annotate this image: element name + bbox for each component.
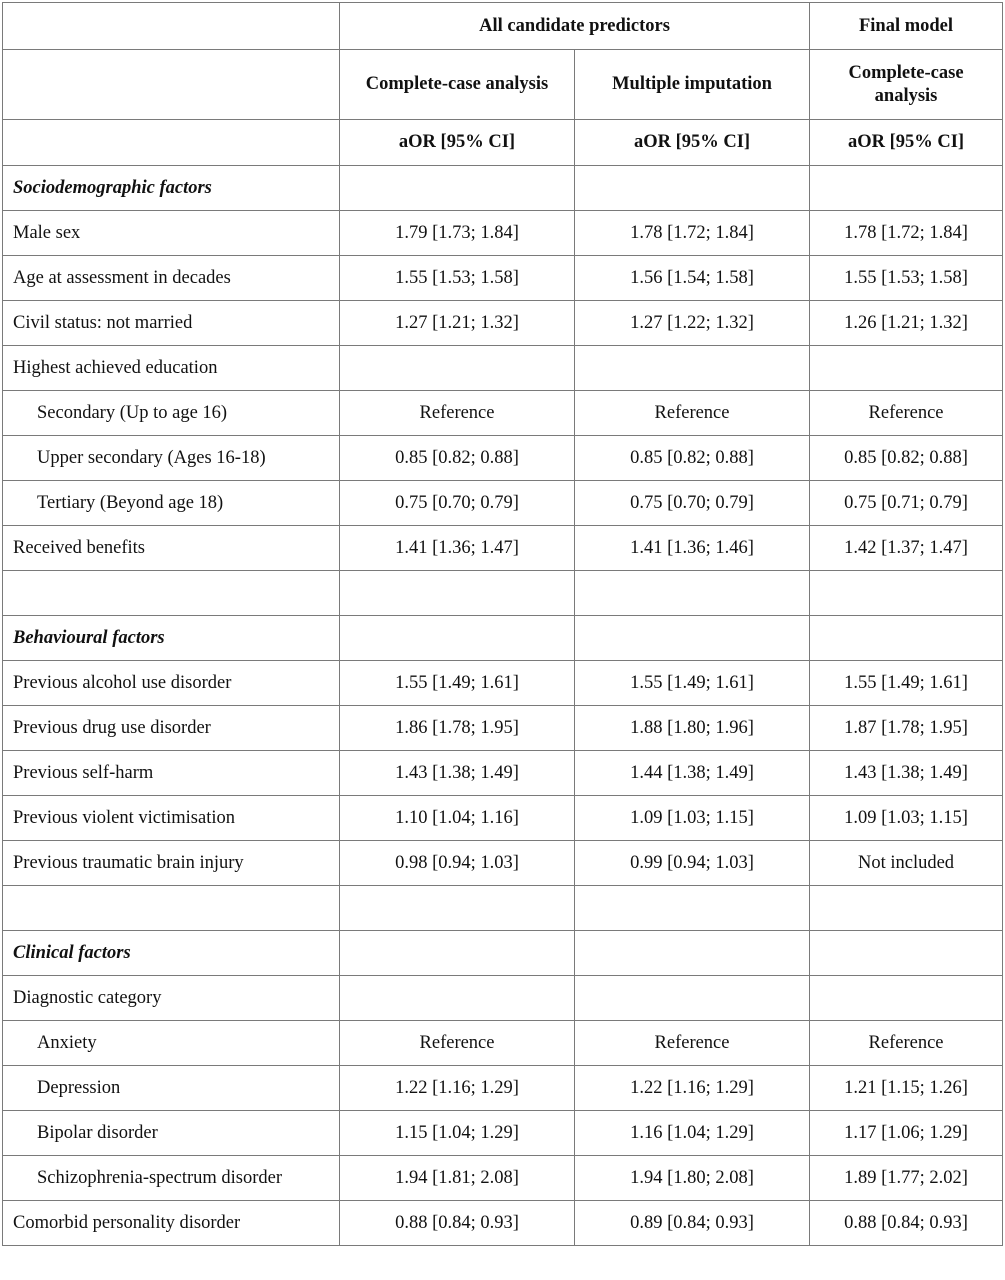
section-row [3, 931, 1003, 976]
section-row [3, 616, 1003, 661]
header-empty-cell [3, 3, 340, 50]
value-multiple-imputation: 0.85 [0.82; 0.88] [575, 436, 810, 481]
row-label: Previous drug use disorder [3, 706, 340, 751]
row-label: Received benefits [3, 526, 340, 571]
table-row [3, 706, 1003, 751]
value-complete-case: 1.79 [1.73; 1.84] [340, 211, 575, 256]
value-final-model [810, 976, 1003, 1021]
value-complete-case [340, 571, 575, 616]
value-final-model: 1.89 [1.77; 2.02] [810, 1156, 1003, 1201]
table-row [3, 661, 1003, 706]
table-row [3, 391, 1003, 436]
table-row [3, 1021, 1003, 1066]
row-label: Previous self-harm [3, 751, 340, 796]
row-label [3, 886, 340, 931]
unit-label-final: aOR [95% CI] [810, 120, 1003, 166]
table-row [3, 526, 1003, 571]
header-empty-cell [3, 120, 340, 166]
value-complete-case: 1.27 [1.21; 1.32] [340, 301, 575, 346]
value-complete-case: 0.88 [0.84; 0.93] [340, 1201, 575, 1246]
table-row [3, 211, 1003, 256]
value-complete-case: 1.15 [1.04; 1.29] [340, 1111, 575, 1156]
value-multiple-imputation: 1.55 [1.49; 1.61] [575, 661, 810, 706]
value-final-model [810, 931, 1003, 976]
table-row [3, 796, 1003, 841]
table-row [3, 256, 1003, 301]
row-label: Secondary (Up to age 16) [3, 391, 340, 436]
row-label: Age at assessment in decades [3, 256, 340, 301]
value-final-model: 0.88 [0.84; 0.93] [810, 1201, 1003, 1246]
header-group-row [3, 3, 1003, 50]
value-final-model: 1.87 [1.78; 1.95] [810, 706, 1003, 751]
row-label [3, 571, 340, 616]
value-complete-case: 1.55 [1.49; 1.61] [340, 661, 575, 706]
value-final-model: Reference [810, 391, 1003, 436]
value-final-model: 1.17 [1.06; 1.29] [810, 1111, 1003, 1156]
value-complete-case: 1.43 [1.38; 1.49] [340, 751, 575, 796]
table-body [3, 166, 1003, 1246]
row-label: Tertiary (Beyond age 18) [3, 481, 340, 526]
row-label: Civil status: not married [3, 301, 340, 346]
table-row [3, 1156, 1003, 1201]
results-table [2, 2, 1003, 1246]
header-final-complete-case: Complete-case analysis [810, 50, 1003, 120]
value-final-model: 1.43 [1.38; 1.49] [810, 751, 1003, 796]
table-row [3, 346, 1003, 391]
header-subgroup-row [3, 50, 1003, 120]
value-multiple-imputation: Reference [575, 391, 810, 436]
value-final-model [810, 571, 1003, 616]
table-row [3, 976, 1003, 1021]
value-multiple-imputation: 1.41 [1.36; 1.46] [575, 526, 810, 571]
value-multiple-imputation [575, 886, 810, 931]
value-multiple-imputation: 1.22 [1.16; 1.29] [575, 1066, 810, 1111]
value-final-model [810, 616, 1003, 661]
value-final-model: 0.85 [0.82; 0.88] [810, 436, 1003, 481]
section-row [3, 166, 1003, 211]
spacer-row [3, 571, 1003, 616]
row-label: Diagnostic category [3, 976, 340, 1021]
value-final-model [810, 886, 1003, 931]
value-final-model: 1.42 [1.37; 1.47] [810, 526, 1003, 571]
value-multiple-imputation: 1.88 [1.80; 1.96] [575, 706, 810, 751]
value-final-model: 0.75 [0.71; 0.79] [810, 481, 1003, 526]
value-complete-case: 1.10 [1.04; 1.16] [340, 796, 575, 841]
value-final-model: 1.26 [1.21; 1.32] [810, 301, 1003, 346]
value-final-model: 1.21 [1.15; 1.26] [810, 1066, 1003, 1111]
value-final-model [810, 346, 1003, 391]
value-complete-case: 0.75 [0.70; 0.79] [340, 481, 575, 526]
value-multiple-imputation [575, 976, 810, 1021]
value-complete-case [340, 976, 575, 1021]
unit-label-mi: aOR [95% CI] [575, 120, 810, 166]
row-label: Upper secondary (Ages 16-18) [3, 436, 340, 481]
row-label: Comorbid personality disorder [3, 1201, 340, 1246]
value-multiple-imputation [575, 166, 810, 211]
value-final-model: 1.78 [1.72; 1.84] [810, 211, 1003, 256]
row-label: Previous violent victimisation [3, 796, 340, 841]
row-label: Bipolar disorder [3, 1111, 340, 1156]
section-heading: Behavioural factors [3, 616, 340, 661]
value-multiple-imputation: 1.78 [1.72; 1.84] [575, 211, 810, 256]
value-complete-case: 1.55 [1.53; 1.58] [340, 256, 575, 301]
row-label: Male sex [3, 211, 340, 256]
value-multiple-imputation: 1.16 [1.04; 1.29] [575, 1111, 810, 1156]
row-label: Previous traumatic brain injury [3, 841, 340, 886]
row-label: Depression [3, 1066, 340, 1111]
table-row [3, 301, 1003, 346]
value-final-model: 1.09 [1.03; 1.15] [810, 796, 1003, 841]
value-multiple-imputation: 1.44 [1.38; 1.49] [575, 751, 810, 796]
table-row [3, 436, 1003, 481]
section-heading: Clinical factors [3, 931, 340, 976]
table-row [3, 1201, 1003, 1246]
value-final-model [810, 166, 1003, 211]
value-multiple-imputation [575, 931, 810, 976]
value-complete-case [340, 886, 575, 931]
row-label: Previous alcohol use disorder [3, 661, 340, 706]
header-complete-case: Complete-case analysis [340, 50, 575, 120]
value-multiple-imputation: 1.94 [1.80; 2.08] [575, 1156, 810, 1201]
value-complete-case: 0.85 [0.82; 0.88] [340, 436, 575, 481]
table-row [3, 1066, 1003, 1111]
header-empty-cell [3, 50, 340, 120]
value-multiple-imputation [575, 571, 810, 616]
row-label: Highest achieved education [3, 346, 340, 391]
header-all-candidate-predictors: All candidate predictors [340, 3, 810, 50]
value-multiple-imputation [575, 346, 810, 391]
value-multiple-imputation: 0.89 [0.84; 0.93] [575, 1201, 810, 1246]
header-final-model: Final model [810, 3, 1003, 50]
value-final-model: Not included [810, 841, 1003, 886]
value-multiple-imputation: 1.27 [1.22; 1.32] [575, 301, 810, 346]
table-row [3, 1111, 1003, 1156]
value-complete-case [340, 166, 575, 211]
spacer-row [3, 886, 1003, 931]
header-unit-row [3, 120, 1003, 166]
value-final-model: 1.55 [1.53; 1.58] [810, 256, 1003, 301]
value-complete-case: Reference [340, 1021, 575, 1066]
value-complete-case: 1.22 [1.16; 1.29] [340, 1066, 575, 1111]
value-complete-case: 0.98 [0.94; 1.03] [340, 841, 575, 886]
unit-label-cc: aOR [95% CI] [340, 120, 575, 166]
value-final-model: 1.55 [1.49; 1.61] [810, 661, 1003, 706]
value-multiple-imputation: 0.99 [0.94; 1.03] [575, 841, 810, 886]
value-final-model: Reference [810, 1021, 1003, 1066]
value-multiple-imputation: Reference [575, 1021, 810, 1066]
value-multiple-imputation [575, 616, 810, 661]
value-complete-case: 1.41 [1.36; 1.47] [340, 526, 575, 571]
value-complete-case: Reference [340, 391, 575, 436]
value-complete-case [340, 346, 575, 391]
value-complete-case: 1.86 [1.78; 1.95] [340, 706, 575, 751]
header-multiple-imputation: Multiple imputation [575, 50, 810, 120]
section-heading: Sociodemographic factors [3, 166, 340, 211]
value-multiple-imputation: 1.09 [1.03; 1.15] [575, 796, 810, 841]
row-label: Anxiety [3, 1021, 340, 1066]
value-complete-case [340, 931, 575, 976]
value-multiple-imputation: 1.56 [1.54; 1.58] [575, 256, 810, 301]
table-row [3, 751, 1003, 796]
table-row [3, 481, 1003, 526]
value-multiple-imputation: 0.75 [0.70; 0.79] [575, 481, 810, 526]
value-complete-case: 1.94 [1.81; 2.08] [340, 1156, 575, 1201]
value-complete-case [340, 616, 575, 661]
table-row [3, 841, 1003, 886]
row-label: Schizophrenia-spectrum disorder [3, 1156, 340, 1201]
